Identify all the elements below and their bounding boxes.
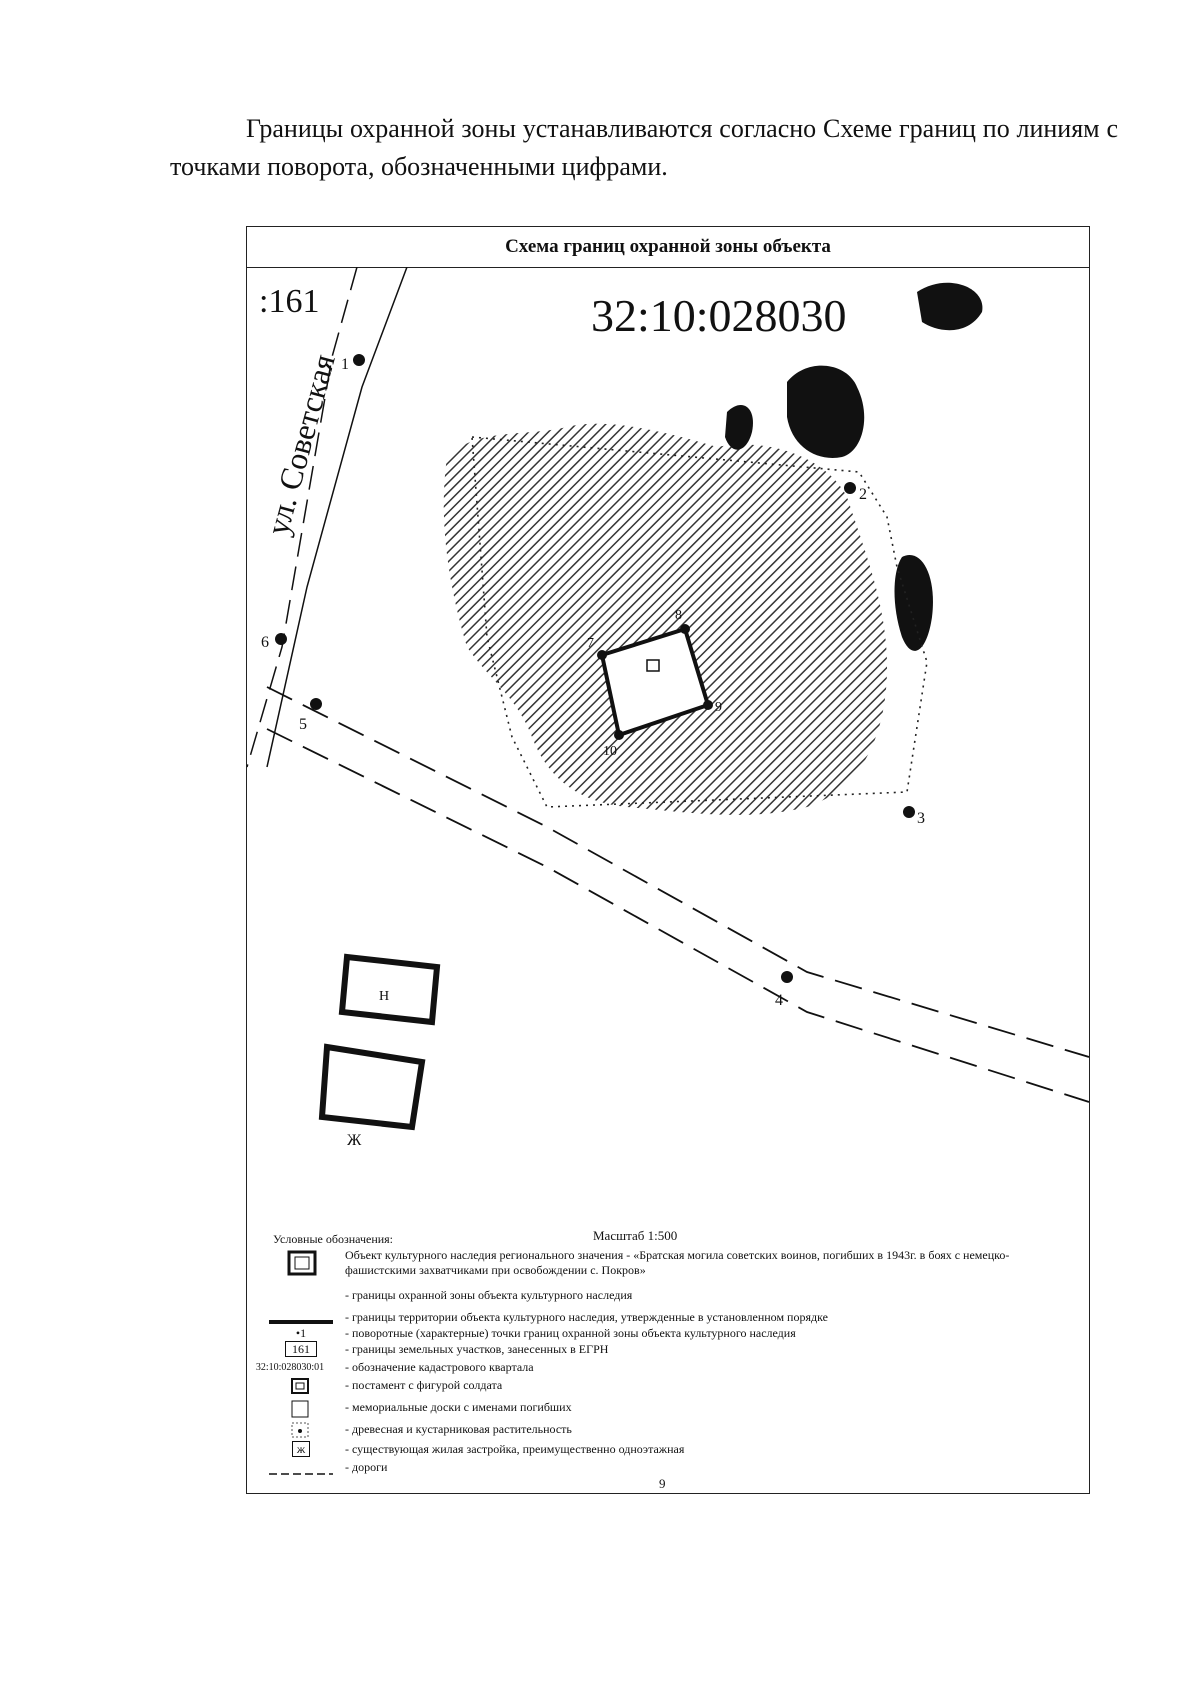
point-label-10: 10	[603, 744, 617, 759]
page-number: 9	[659, 1476, 666, 1491]
scheme-frame	[246, 226, 1090, 1494]
pedestal-icon	[290, 1378, 312, 1394]
legend-item-territory: - границы территории объекта культурного наследия, утвержденные в установленном порядке	[345, 1310, 1045, 1325]
legend-item-parcels: 161 - границы земельных участков, занесенных в ЕГРН	[345, 1342, 1045, 1357]
intro-paragraph	[170, 110, 1118, 186]
dashed-line-icon	[269, 1471, 333, 1477]
point-label-2: 2	[859, 486, 867, 503]
thick-line-icon	[269, 1318, 333, 1326]
legend-item-heritage: Объект культурного наследия регионального значения - «Братская могила советских воинов, погибших в 1943г. в боях с немецко-фашистскими захватчиками при освобождении с. Покров»	[345, 1248, 1045, 1278]
street-label: ул. Советская	[258, 350, 342, 539]
soldier-pedestal-icon	[647, 660, 659, 671]
point-label-9: 9	[715, 700, 722, 715]
heritage-object-icon	[283, 1250, 319, 1276]
scheme-map	[247, 267, 1089, 1227]
legend-item-cadastral: 32:10:028030:01 - обозначение кадастрового квартала	[255, 1360, 534, 1374]
legend-item-vegetation: - древесная и кустарниковая растительность	[345, 1422, 1045, 1437]
legend-item-pedestal: - постамент с фигурой солдата	[345, 1378, 1045, 1393]
plaque-icon	[290, 1400, 312, 1418]
scale-label: Масштаб 1:500	[593, 1228, 678, 1243]
legend-header: Условные обозначения:	[273, 1232, 394, 1246]
vegetation-hatch	[444, 424, 887, 815]
point-label-4: 4	[775, 992, 783, 1009]
scheme-title: Схема границ охранной зоны объекта	[247, 227, 1089, 268]
legend-item-zone: - границы охранной зоны объекта культурного наследия	[345, 1288, 633, 1302]
point-label-7: 7	[587, 636, 594, 651]
legend-item-roads: - дороги	[345, 1460, 1045, 1475]
residential-buildings	[322, 957, 437, 1127]
legend-item-plaques: - мемориальные доски с именами погибших	[345, 1400, 1045, 1415]
legend	[247, 1230, 1089, 1492]
parcel-label: :161	[259, 283, 320, 320]
point-label-8: 8	[675, 608, 682, 623]
house-label-zh: Ж	[347, 1132, 362, 1149]
house-label-n: Н	[379, 989, 390, 1004]
point-label-3: 3	[917, 810, 925, 827]
point-label-6: 6	[261, 634, 269, 651]
legend-item-points: •1 - поворотные (характерные) точки границ охранной зоны объекта культурного наследия	[295, 1326, 796, 1340]
vegetation-icon	[290, 1422, 312, 1438]
cadastral-block-label: 32:10:028030	[591, 290, 847, 341]
legend-item-housing: ж - существующая жилая застройка, преимущественно одноэтажная	[345, 1442, 1045, 1457]
point-label-1: 1	[341, 356, 349, 373]
point-label-5: 5	[299, 716, 307, 733]
intro-text: Границы охранной зоны устанавливаются согласно Схеме границ по линиям с точками поворота, обозначенными цифрами.	[170, 114, 1118, 181]
